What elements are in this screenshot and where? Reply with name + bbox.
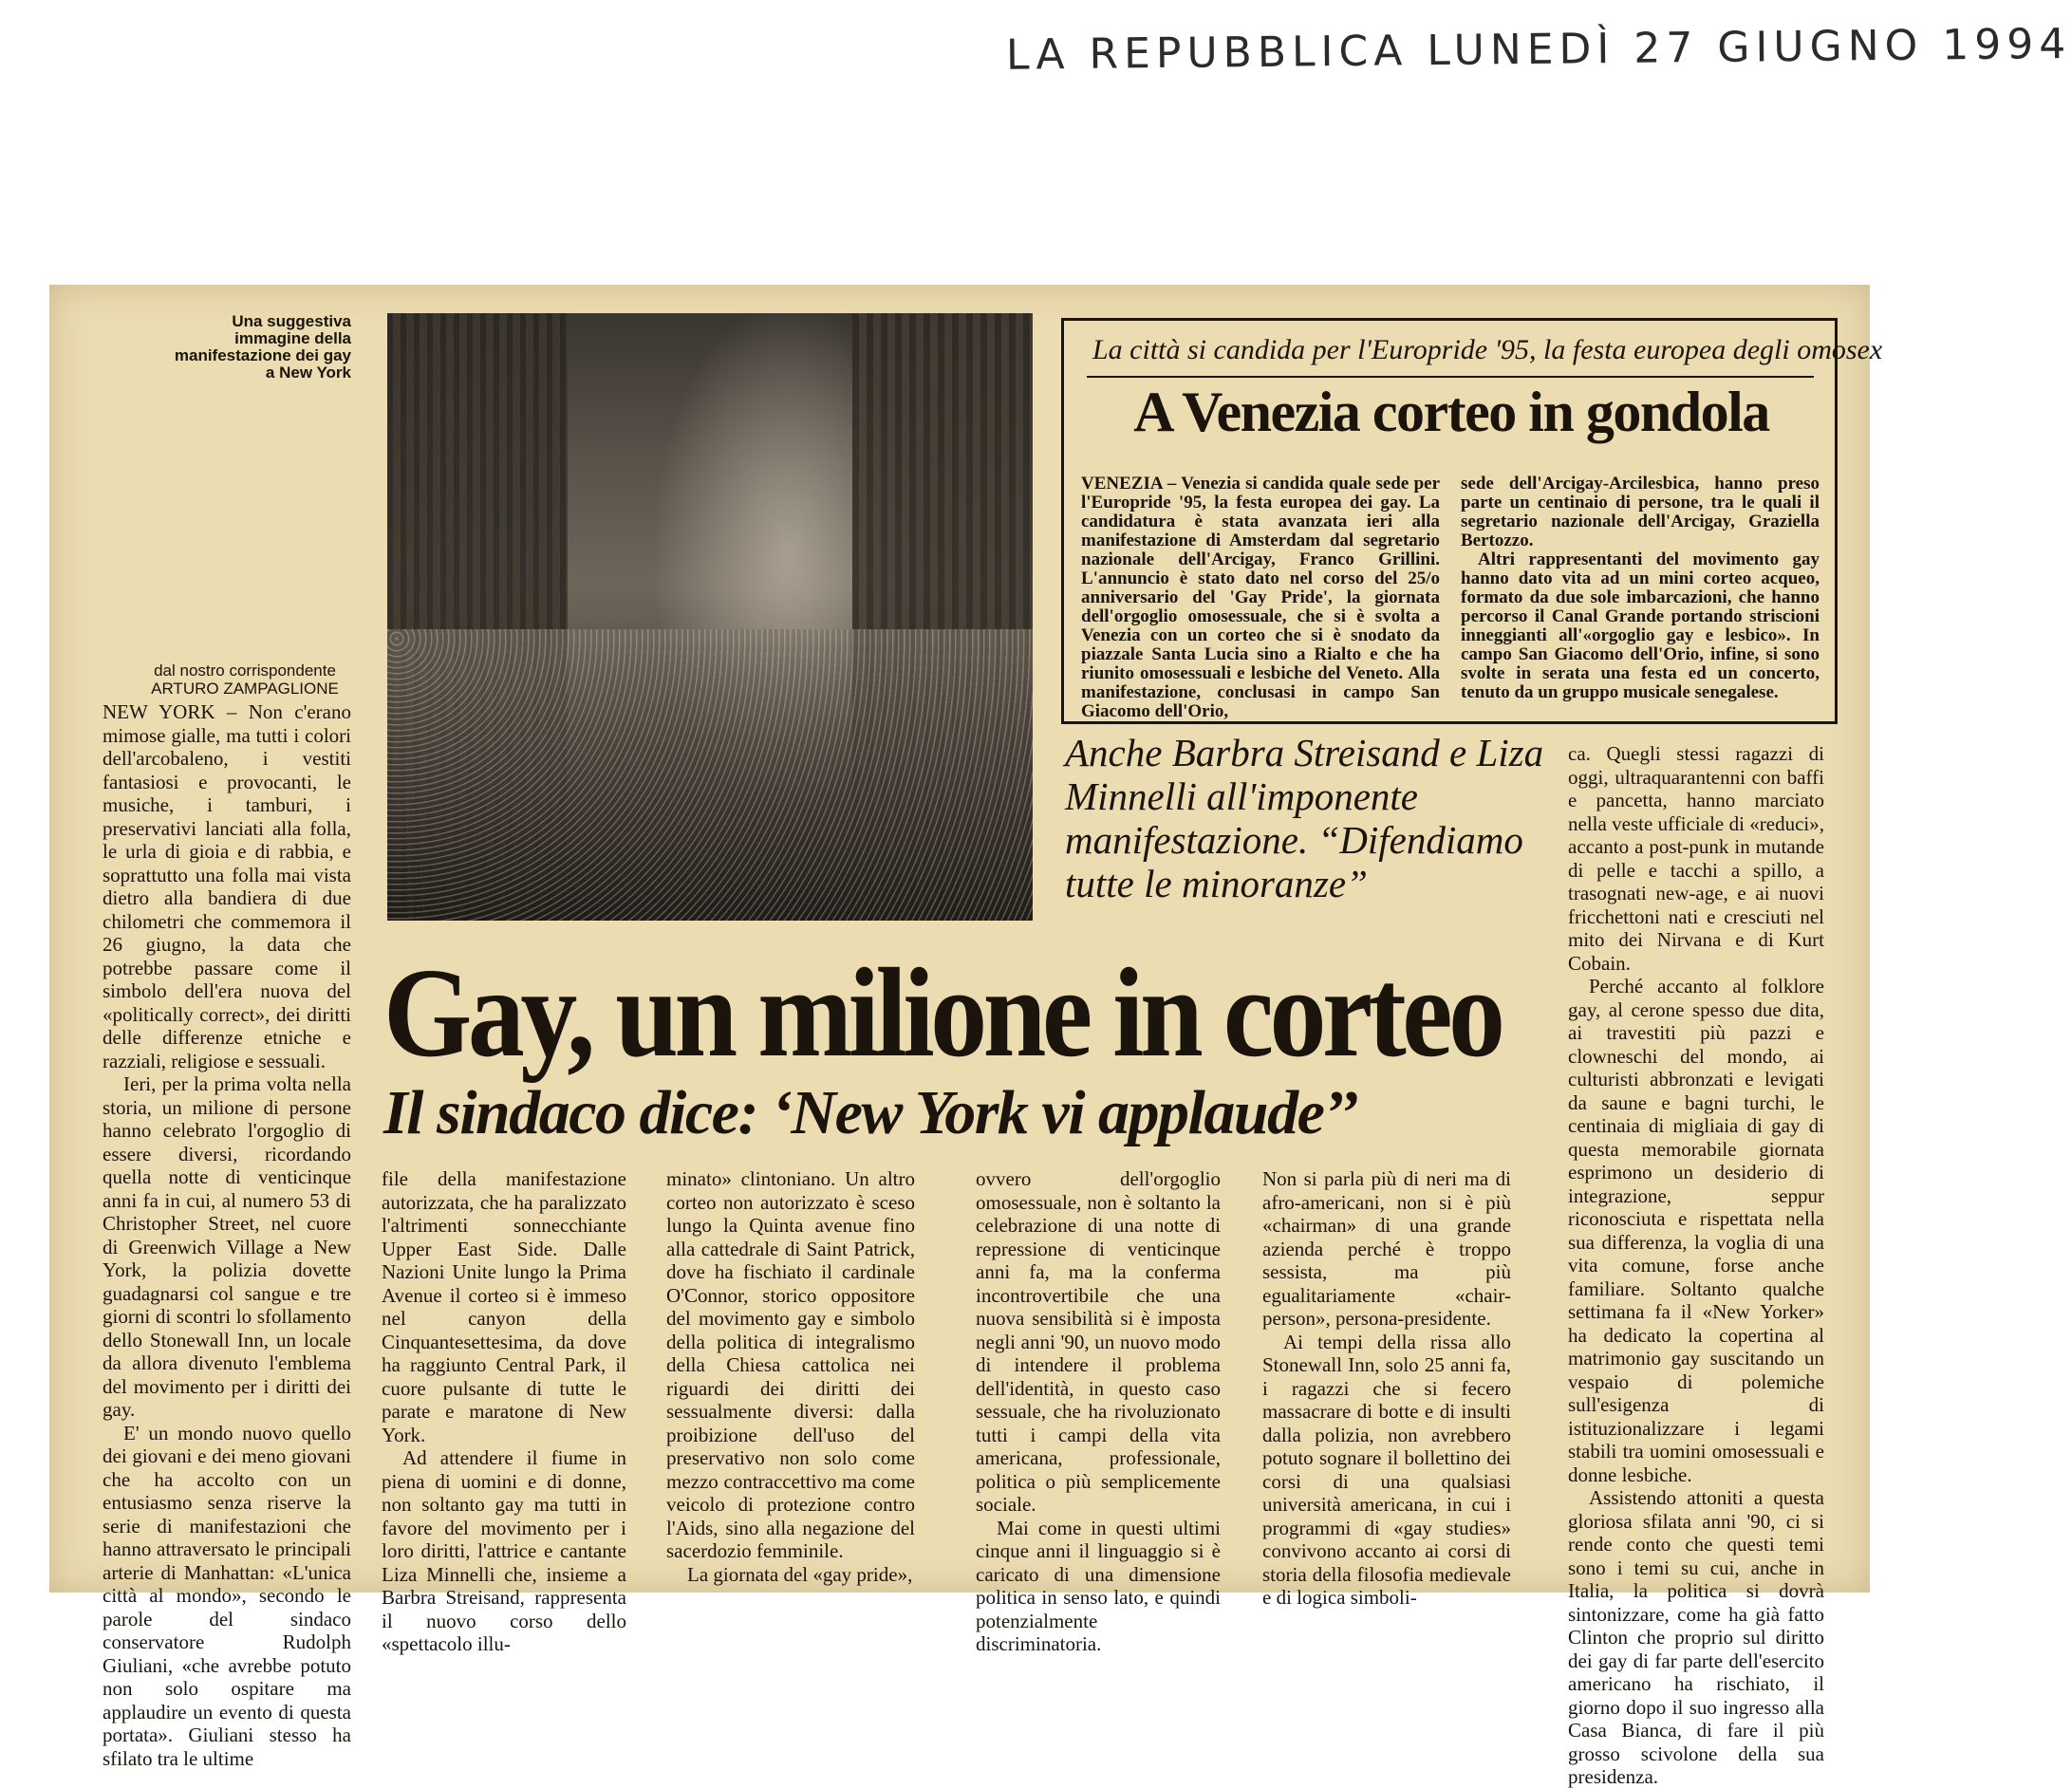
article-paragraph: ovvero dell'orgoglio omosessuale, non è soltanto la celebrazione di una notte di repressione di venticinque anni fa, ma la conferma incontrovertibile che una nuova sensibilità si è imposta negli anni '90, un nuovo modo di intendere il problema dell'identità, in questo caso sessuale, che ha rivoluzionato tutti i campi della vita americana, professionale, politica o più semplicemente sociale. — [976, 1167, 1221, 1516]
photo-crowd — [387, 629, 1033, 921]
main-headline: Gay, un milione in corteo — [383, 941, 1502, 1084]
venice-paragraph: Altri rappresentanti del movimento gay hanno dato vita ad un mini corteo acqueo, formato da due sole imbarcazioni, che hanno percorso il Canal Grande portando striscioni inneggianti all'«orgoglio gay e lesbico». In campo San Giacomo dell'Orio, infine, si sono svolte in serata una festa ed un concerto, tenuto da un gruppo musicale senegalese. — [1461, 550, 1820, 702]
handwritten-date-note: LA REPUBBLICA LUNEDÌ 27 GIUGNO 1994 — [1005, 19, 2072, 80]
article-paragraph: Non si parla più di neri ma di afro-americani, non si è più «chairman» di una grande azienda perché è troppo sessista, ma più egualitariamente «chair-person», persona-presidente. — [1262, 1167, 1511, 1330]
article-column-5 — [1262, 1167, 1511, 1609]
article-column-1 — [103, 700, 351, 1770]
article-column-4 — [976, 1167, 1221, 1655]
article-paragraph: La giornata del «gay pride», — [687, 1562, 913, 1586]
article-paragraph: ca. Quegli stessi ragazzi di oggi, ultraquarantenni con baffi e pancetta, hanno marciato nella veste ufficiale di «reduci», accanto a post-punk in mutande di pelle e tacchi a spillo, a trasognati new-age, e ai nuovi fricchettoni nati e cresciuti nel mito dei Nirvana e di Kurt Cobain. — [1568, 742, 1824, 975]
venice-headline: A Venezia corteo in gondola — [1133, 381, 1769, 443]
article-column-3 — [666, 1167, 915, 1585]
venice-paragraph: VENEZIA – Venezia si candida quale sede per l'Europride '95, la festa europea dei gay. La candidatura è stata avanzata ieri alla manifestazione di Amsterdam dal segretario nazionale dell'Arcigay, Franco Grillini. L'annuncio è stato dato nel corso del 25/o anniversario del 'Gay Pride', la giornata dell'orgoglio omosessuale, che si è svolta a Venezia con un corteo che si è snodato da piazzale Santa Lucia sino a Rialto e che ha riunito omosessuali e lesbiche del Veneto. Alla manifestazione, conclusasi in campo San Giacomo dell'Orio, — [1081, 474, 1440, 721]
venice-paragraph: sede dell'Arcigay-Arcilesbica, hanno preso parte un centinaio di persone, tra le quali il segretario nazionale dell'Arcigay, Graziella Bertozzo. — [1461, 474, 1820, 550]
article-paragraph: E' un mondo nuovo quello dei giovani e dei meno giovani che ha accolto con un entusiasmo senza riserve la serie di manifestazioni che hanno attraversato le principali arterie di Manhattan: «L'unica città al mondo», secondo le parole del sindaco conservatore Rudolph Giuliani, «che avrebbe potuto non solo ospitare ma applaudire un evento di questa portata». Giuliani stesso ha sfilato tra le ultime — [103, 1421, 351, 1770]
article-column-6 — [1568, 742, 1824, 1788]
article-deck: Anche Barbra Streisand e Liza Minnelli all'imponente manifestazione. “Difendiamo tutte le minoranze” — [1065, 731, 1544, 905]
venice-column-2 — [1461, 475, 1820, 712]
byline-role: dal nostro corrispondente — [154, 662, 336, 680]
article-paragraph: Mai come in questi ultimi cinque anni il linguaggio si è caricato di una dimensione politica in senso lato, e quindi potenzialmente discriminatoria. — [976, 1516, 1221, 1655]
article-paragraph: Ai tempi della rissa allo Stonewall Inn, solo 25 anni fa, i ragazzi che si fecero massacrare di botte e di insulti dalla polizia, non avrebbero potuto sognare il bollettino dei corsi di una qualsiasi università americana, in cui i programmi di «gay studies» convivono accanto ai corsi di storia della filosofia medievale e di logica simboli- — [1262, 1330, 1511, 1609]
bleed-through-left — [104, 370, 351, 655]
venice-column-1 — [1081, 474, 1440, 721]
venice-sidebar-box — [1061, 318, 1883, 724]
photo-caption: Una suggestiva immagine della manifestazione dei gay a New York — [174, 312, 351, 382]
article-column-2 — [382, 1167, 626, 1655]
article-paragraph: file della manifestazione autorizzata, che ha paralizzato l'altrimenti sonnecchiante Upper East Side. Dalle Nazioni Unite lungo la Prima Avenue il corteo si è immeso nel canyon della Cinquantesettesima, da dove ha raggiunto Central Park, il cuore pulsante di tutte le parate e maratone di New York. — [382, 1167, 626, 1446]
article-paragraph: NEW YORK – Non c'erano mimose gialle, ma tutti i colori dell'arcobaleno, i vestiti fantasiosi e provocanti, le musiche, i tamburi, i preservativi lanciati alla folla, le urla di gioia e di rabbia, e soprattutto una folla mai vista dietro alla bandiera di due chilometri che commemora il 26 giugno, la data che potrebbe passare come il simbolo dell'era nuova del «politically correct», dei diritti delle differenze etniche e razziali, religiose e sessuali. — [103, 700, 351, 1072]
sub-headline: Il sindaco dice: ‘New York vi applaude’’ — [383, 1078, 1358, 1147]
article-paragraph: Ieri, per la prima volta nella storia, un milione di persone hanno celebrato l'orgoglio di essere diversi, ricordando quella notte di venticinque anni fa in cui, al numero 53 di Christopher Street, nel cuore di Greenwich Village a New York, la polizia dovette guadagnarsi col sangue e tre giorni di scontri lo sfollamento dello Stonewall Inn, un locale da allora divenuto l'emblema del movimento per i diritti dei gay. — [103, 1072, 351, 1421]
article-paragraph: Assistendo attoniti a questa gloriosa sfilata anni '90, ci si rende conto che questi temi sono i temi su cui, anche in Italia, la politica si dovrà sintonizzare, come ha già fatto Clinton che proprio sul diritto dei gay di far parte dell'esercito americano ha rischiato, il giorno dopo il suo ingresso alla Casa Bianca, di fare il più grosso scivolone della sua presidenza. — [1568, 1486, 1824, 1788]
venice-rule — [1087, 376, 1814, 378]
article-paragraph: Perché accanto al folklore gay, al cerone spesso due dita, ai travestiti più pazzi e clowneschi del mondo, ai culturisti abbronzati e levigati da saune e bagni turchi, le centinaia di migliaia di gay di questa memorabile giornata esprimono un desiderio di integrazione, seppur riconosciuta e rispettata nella sua differenza, la voglia di una vita comune, forse anche familiare. Soltanto qualche settimana fa il «New Yorker» ha dedicato la copertina al matrimonio gay suscitando un vespaio di polemiche sull'esigenza di istituzionalizzare i legami stabili tra uomini omosessuali e donne lesbiche. — [1568, 975, 1824, 1486]
article-paragraph: Ad attendere il fiume in piena di uomini e di donne, non soltanto gay ma tutti in favore del movimento per i loro diritti, l'attrice e cantante Liza Minnelli che, insieme a Barbra Streisand, rappresenta il nuovo corso dello «spettacolo illu- — [382, 1446, 626, 1655]
byline-author: ARTURO ZAMPAGLIONE — [151, 680, 339, 698]
article-paragraph: minato» clintoniano. Un altro corteo non autorizzato è sceso lungo la Quinta avenue fino alla cattedrale di Saint Patrick, dove ha fischiato il cardinale O'Connor, storico oppositore del movimento gay e simbolo della politica di integralismo della Chiesa cattolica nei riguardi dei diritti dei sessualmente diversi: dalla proibizione dell'uso del preservativo non solo come mezzo contraccettivo ma come veicolo di protezione contro l'Aids, sino alla negazione del sacerdozio femminile. — [666, 1167, 915, 1562]
parade-photo — [387, 313, 1033, 921]
byline — [103, 662, 387, 698]
venice-kicker: La città si candida per l'Europride '95, la festa europea degli omosex — [1092, 334, 1883, 365]
